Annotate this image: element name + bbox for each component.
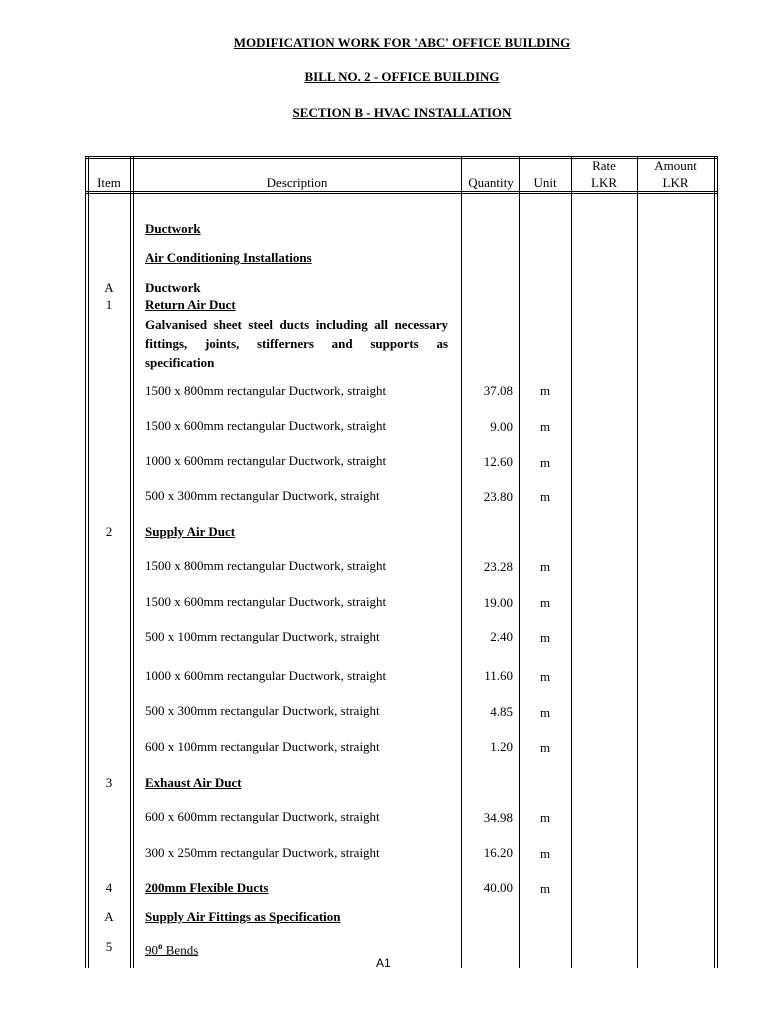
- col-header-amount: Amount: [654, 158, 697, 173]
- col-header-description: Description: [266, 175, 328, 190]
- list-item-unit: m: [539, 419, 551, 434]
- list-item-unit: m: [539, 705, 551, 720]
- flexible-unit: m: [539, 881, 551, 896]
- flexible-quantity: 40.00: [483, 880, 513, 895]
- list-item-quantity: 11.60: [484, 668, 513, 683]
- col-header-amount-currency: LKR: [662, 175, 689, 190]
- list-item-quantity: 37.08: [483, 383, 513, 398]
- list-item-description: 1500 x 600mm rectangular Ductwork, straight: [145, 418, 387, 433]
- col-header-rate-currency: LKR: [591, 175, 617, 190]
- heading-air-conditioning: Air Conditioning Installations: [145, 250, 312, 265]
- item-number-4: 4: [105, 880, 113, 895]
- bends-number: 90: [145, 942, 158, 958]
- col-divider-unit: [571, 156, 572, 968]
- col-header-unit: Unit: [533, 175, 557, 190]
- heading-ductwork: Ductwork: [145, 221, 201, 236]
- list-item-description: 500 x 300mm rectangular Ductwork, straight: [145, 488, 380, 503]
- list-item-unit: m: [539, 595, 551, 610]
- table-border-left-inner: [88, 156, 89, 968]
- item-number-2: 2: [105, 524, 113, 539]
- table-border-right-outer: [717, 156, 718, 968]
- list-item-unit: m: [539, 455, 551, 470]
- col-header-item: Item: [97, 175, 121, 190]
- item-letter-a-fittings: A: [104, 909, 114, 924]
- heading-exhaust-air-duct: Exhaust Air Duct: [145, 775, 242, 790]
- header-divider-inner: [85, 193, 717, 194]
- list-item-description: 500 x 100mm rectangular Ductwork, straight: [145, 629, 380, 644]
- table-border-left: [85, 156, 86, 968]
- item-number-1: 1: [105, 297, 113, 312]
- item-letter-a: A: [104, 280, 114, 295]
- list-item-description: 600 x 600mm rectangular Ductwork, straight: [145, 809, 380, 824]
- list-item-unit: m: [539, 383, 551, 398]
- col-divider-rate: [637, 156, 638, 968]
- subheading-ductwork: Ductwork: [145, 280, 201, 295]
- col-divider-item: [130, 156, 131, 968]
- list-item-quantity: 16.20: [483, 845, 513, 860]
- list-item-unit: m: [539, 630, 551, 645]
- table-border-top: [85, 156, 717, 157]
- list-item-description: 500 x 300mm rectangular Ductwork, straight: [145, 703, 380, 718]
- list-item-description: 1000 x 600mm rectangular Ductwork, straight: [145, 453, 387, 468]
- list-item-unit: m: [539, 559, 551, 574]
- list-item-unit: m: [539, 489, 551, 504]
- list-item-description: 1000 x 600mm rectangular Ductwork, straight: [145, 668, 387, 683]
- col-header-quantity: Quantity: [468, 175, 514, 190]
- list-item-description: 600 x 100mm rectangular Ductwork, straight: [145, 739, 380, 754]
- heading-supply-air-duct: Supply Air Duct: [145, 524, 236, 539]
- list-item-unit: m: [539, 740, 551, 755]
- list-item-unit: m: [539, 810, 551, 825]
- list-item-quantity: 4.85: [490, 704, 513, 719]
- list-item-unit: m: [539, 846, 551, 861]
- degree-symbol: o: [158, 941, 163, 951]
- bends-label: Bends: [162, 942, 199, 958]
- heading-return-air-duct: Return Air Duct: [145, 297, 236, 312]
- list-item-quantity: 12.60: [483, 454, 513, 469]
- list-item-description: 1500 x 800mm rectangular Ductwork, straight: [145, 558, 387, 573]
- document-title: MODIFICATION WORK FOR 'ABC' OFFICE BUILDING: [233, 35, 571, 50]
- col-header-rate: Rate: [592, 158, 616, 173]
- header-divider: [85, 191, 717, 192]
- page-number: A1: [376, 956, 391, 970]
- item-number-5: 5: [105, 939, 113, 954]
- list-item-description: 1500 x 600mm rectangular Ductwork, straight: [145, 594, 387, 609]
- list-item-quantity: 23.28: [483, 559, 513, 574]
- list-item-unit: m: [539, 669, 551, 684]
- heading-90-bends: [145, 939, 198, 957]
- bill-title: BILL NO. 2 - OFFICE BUILDING: [304, 69, 500, 84]
- list-item-description: 300 x 250mm rectangular Ductwork, straight: [145, 845, 380, 860]
- list-item-quantity: 1.20: [490, 739, 513, 754]
- section-title: SECTION B - HVAC INSTALLATION: [292, 105, 512, 120]
- list-item-quantity: 19.00: [483, 595, 513, 610]
- list-item-quantity: 9.00: [490, 419, 513, 434]
- heading-supply-air-fittings: Supply Air Fittings as Specification: [145, 909, 341, 924]
- return-air-description: Galvanised sheet steel ducts including all necessary fittings, joints, stifferners and supports as specification: [145, 317, 448, 370]
- col-divider-item-inner: [133, 156, 134, 968]
- list-item-quantity: 34.98: [483, 810, 513, 825]
- heading-flexible-ducts: 200mm Flexible Ducts: [145, 880, 269, 895]
- list-item-quantity: 2.40: [490, 629, 513, 644]
- table-border-right: [714, 156, 715, 968]
- list-item-description: 1500 x 800mm rectangular Ductwork, straight: [145, 383, 387, 398]
- list-item-quantity: 23.80: [483, 489, 513, 504]
- item-number-3: 3: [105, 775, 113, 790]
